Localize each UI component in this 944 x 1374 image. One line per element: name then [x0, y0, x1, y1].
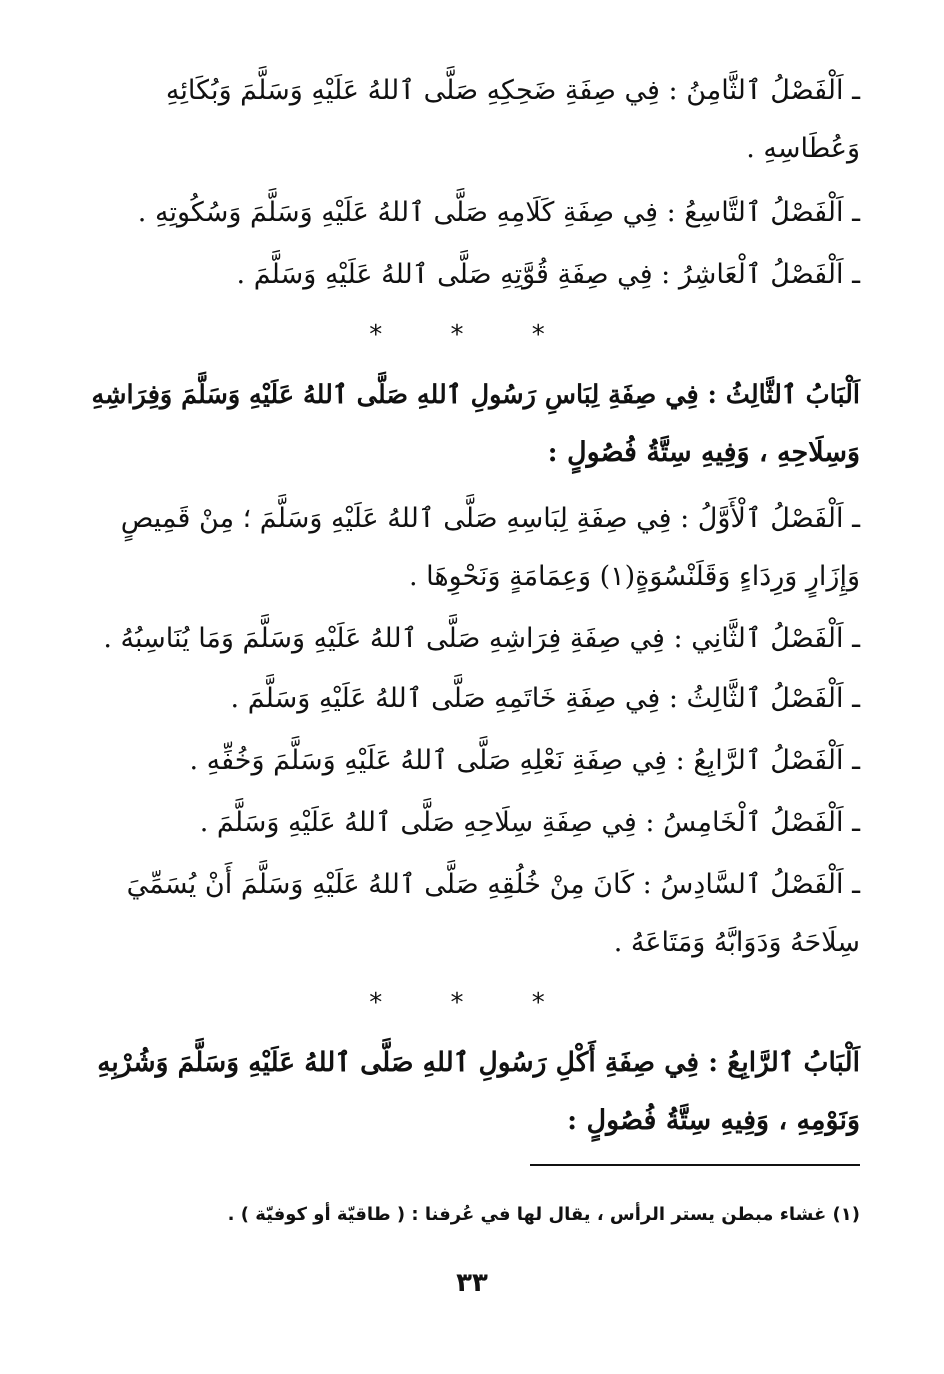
section-bab3-chapter-3 [84, 670, 860, 728]
text-line: ـ اَلْفَصْلُ ٱلرَّابِعُ : فِي صِفَةِ نَعْلِهِ صَلَّى ٱللهُ عَلَيْهِ وَسَلَّمَ وَخُفِّهِ . [189, 745, 860, 776]
section-separator: * * * [369, 320, 575, 350]
text-line: اَلْبَابُ ٱلرَّابِعُ : فِي صِفَةِ أَكْلِ رَسُولِ ٱللهِ صَلَّى ٱللهُ عَلَيْهِ وَسَلَّمَ وَشُرْبِهِ [97, 1047, 860, 1078]
text-line: ـ اَلْفَصْلُ ٱلْأَوَّلُ : فِي صِفَةِ لِبَاسِهِ صَلَّى ٱللهُ عَلَيْهِ وَسَلَّمَ ؛ مِنْ قَمِيصٍ [120, 503, 860, 534]
text-line: ـ اَلْفَصْلُ ٱلتَّاسِعُ : فِي صِفَةِ كَلَامِهِ صَلَّى ٱللهُ عَلَيْهِ وَسَلَّمَ وَسُكُوتِهِ . [137, 197, 860, 228]
text-line: وَنَوْمِهِ ، وَفِيهِ سِتَّةُ فُصُولٍ : [567, 1105, 860, 1136]
section-chapter-10 [84, 246, 860, 304]
section-bab3-chapter-1 [84, 490, 860, 606]
section-bab3-chapter-5 [84, 794, 860, 852]
text-line: ـ اَلْفَصْلُ ٱلْخَامِسُ : فِي صِفَةِ سِلَاحِهِ صَلَّى ٱللهُ عَلَيْهِ وَسَلَّمَ . [199, 807, 860, 838]
text-line: سِلَاحَهُ وَدَوَابَّهُ وَمَتَاعَهُ . [613, 927, 860, 958]
section-chapter-8 [84, 62, 860, 178]
section-bab3-chapter-4 [84, 732, 860, 790]
footnote: (١) غشاء مبطن يستر الرأس ، يقال لها في عُرفنا : ( طاقيّة أو كوفيّة ) . [227, 1204, 860, 1225]
section-bab3-chapter-6 [84, 856, 860, 972]
text-line: ـ اَلْفَصْلُ ٱلثَّامِنُ : فِي صِفَةِ ضَحِكِهِ صَلَّى ٱللهُ عَلَيْهِ وَسَلَّمَ وَبُكَائِهِ [165, 75, 860, 106]
text-line: وَإِزَارٍ وَرِدَاءٍ وَقَلَنْسُوَةٍ(١) وَعِمَامَةٍ وَنَحْوِهَا . [408, 561, 860, 592]
text-line: ـ اَلْفَصْلُ ٱلثَّانِي : فِي صِفَةِ فِرَاشِهِ صَلَّى ٱللهُ عَلَيْهِ وَسَلَّمَ وَمَا يُنَاسِبُهُ . [103, 623, 860, 654]
section-chapter-9 [84, 184, 860, 242]
text-line: ـ اَلْفَصْلُ ٱلثَّالِثُ : فِي صِفَةِ خَاتَمِهِ صَلَّى ٱللهُ عَلَيْهِ وَسَلَّمَ . [230, 683, 860, 714]
section-separator: * * * [369, 988, 575, 1018]
text-line: ـ اَلْفَصْلُ ٱلسَّادِسُ : كَانَ مِنْ خُلُقِهِ صَلَّى ٱللهُ عَلَيْهِ وَسَلَّمَ أَنْ يُسَمِّيَ [126, 869, 860, 900]
text-line: ـ اَلْفَصْلُ ٱلْعَاشِرُ : فِي صِفَةِ قُوَّتِهِ صَلَّى ٱللهُ عَلَيْهِ وَسَلَّمَ . [236, 259, 860, 290]
page-number: ٣٣ [456, 1268, 488, 1298]
section-bab3-chapter-2 [84, 610, 860, 668]
chapter-heading-bab-3 [84, 366, 860, 482]
text-line: اَلْبَابُ ٱلثَّالِثُ : فِي صِفَةِ لِبَاسِ رَسُولِ ٱللهِ صَلَّى ٱللهُ عَلَيْهِ وَسَلَّمَ وَفِرَاشِهِ [91, 380, 860, 410]
text-line: وَسِلَاحِهِ ، وَفِيهِ سِتَّةُ فُصُولٍ : [547, 437, 860, 468]
text-line: وَعُطَاسِهِ . [746, 133, 860, 164]
footnote-divider [530, 1164, 860, 1166]
chapter-heading-bab-4 [84, 1034, 860, 1150]
